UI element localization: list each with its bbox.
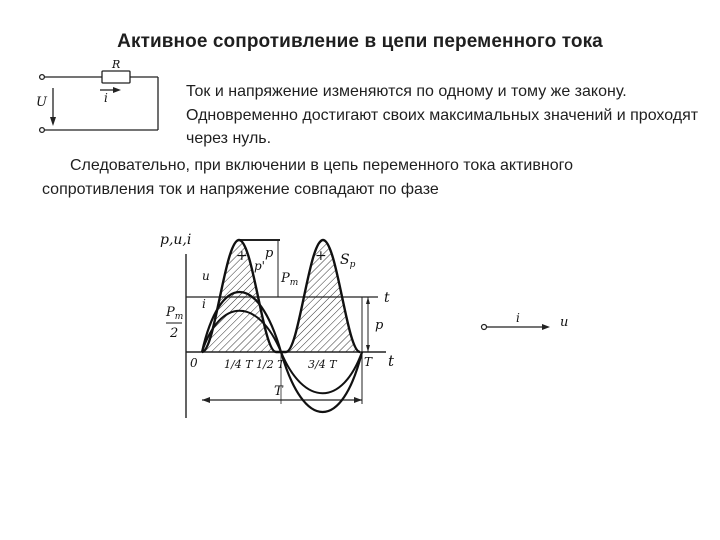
i-label: i — [202, 297, 206, 311]
terminal-bottom — [40, 128, 45, 133]
resistor-label: R — [112, 58, 121, 71]
p-curve-label: p — [265, 246, 274, 261]
phasor-diagram — [478, 308, 588, 338]
pm2-denominator: 2 — [170, 326, 179, 341]
area-label: $S_p$ — [340, 252, 356, 270]
terminal-top — [40, 75, 45, 80]
pm2-numerator: $P_m$ — [166, 305, 184, 322]
pm-label: $P_m$ — [281, 271, 299, 288]
t-axis-label: t — [388, 352, 395, 370]
page-title: Активное сопротивление в цепи переменного тока — [117, 31, 603, 52]
voltage-label: U — [36, 95, 47, 110]
u-label: u — [202, 269, 210, 283]
paragraph-1: Ток и напряжение изменяются по одному и тому же закону. Одновременно достигают своих максимальных значений и проходят через нуль. — [186, 83, 699, 147]
tick-half: 1/2 T — [256, 358, 285, 371]
current-arrow — [113, 87, 121, 93]
phasor-i-label: i — [516, 311, 520, 325]
resistor-symbol — [102, 71, 130, 83]
plus-sign-2: + — [315, 248, 327, 264]
p-avg-label: p' — [254, 259, 265, 273]
current-label: i — [104, 91, 108, 105]
tick-quarter: 1/4 T — [224, 358, 253, 371]
origin-label: 0 — [190, 356, 198, 370]
tick-T: T — [364, 355, 373, 369]
paragraph-2: Следовательно, при включении в цепь переменного тока активного сопротивления ток и напряжение совпадают по фазе — [42, 157, 573, 198]
y-axis-label: p,u,i — [160, 232, 192, 248]
phasor-u-label: u — [560, 315, 569, 330]
p-right-label: p — [375, 318, 384, 333]
t-upper-label: t — [384, 290, 390, 306]
period-label: T — [274, 384, 283, 399]
plus-sign-1: + — [236, 248, 248, 264]
waveform-graph — [150, 222, 410, 432]
circuit-diagram — [30, 58, 190, 146]
phasor-origin — [482, 325, 487, 330]
tick-three-quarter: 3/4 T — [308, 358, 337, 371]
